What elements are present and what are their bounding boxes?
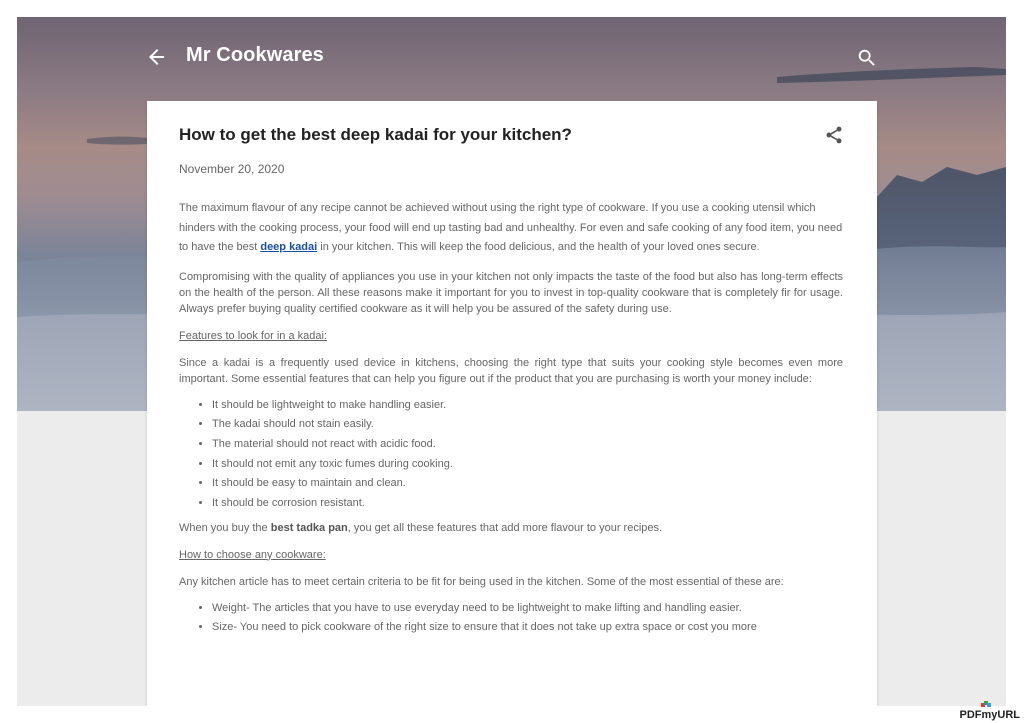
- site-title[interactable]: Mr Cookwares: [186, 44, 324, 66]
- deep-kadai-link[interactable]: deep kadai: [260, 241, 318, 253]
- post-title: How to get the best deep kadai for your kitchen?: [179, 125, 572, 144]
- list-item: • Size- You need to pick cookware of the right size to ensure that it does not take up extra space or cost you more: [212, 620, 843, 636]
- list-item: • It should not emit any toxic fumes during cooking.: [212, 457, 843, 473]
- tadka-text: When you buy the: [179, 521, 271, 534]
- post-card: [147, 101, 877, 706]
- arrow-left-icon: [145, 45, 169, 69]
- share-button[interactable]: [824, 125, 844, 145]
- paragraph-quality: Compromising with the quality of appliances you use in your kitchen not only impacts the taste of the food but also has long-term effects on the health of the person. All these reasons make it important for you to invest in top-quality cookware that is completely fir for usage. Always prefer buying quality certified cookware as it will help you be assured of the safety during use.: [179, 270, 843, 315]
- page-frame: [17, 17, 1006, 706]
- choose-heading: How to choose any cookware:: [179, 548, 326, 561]
- intro-text: The maximum flavour of any recipe cannot be achieved without using the right type of cookware. If you use a cooking utensil which hinders with the cooking process, your food will end up tasting bad and unhealthy. For even and safe cooking of any food item, you need to have the best: [179, 202, 843, 253]
- watermark-text: PDFmyURL: [959, 709, 1020, 721]
- list-item: • It should be easy to maintain and clean.: [212, 476, 843, 492]
- search-button[interactable]: [856, 47, 878, 69]
- post-date: November 20, 2020: [179, 162, 285, 176]
- post-body: [179, 199, 843, 644]
- list-item: • The kadai should not stain easily.: [212, 417, 843, 433]
- tadka-bold-text: best tadka pan: [270, 521, 348, 534]
- share-icon: [824, 125, 844, 145]
- list-item: • It should be corrosion resistant.: [212, 496, 843, 512]
- paragraph-choose-intro: Any kitchen article has to meet certain criteria to be fit for being used in the kitchen. Some of the most essential of these are:: [179, 575, 784, 588]
- back-button[interactable]: [145, 45, 169, 69]
- features-list: [179, 398, 843, 512]
- top-app-bar: [17, 17, 1006, 97]
- list-item: • Weight- The articles that you have to use everyday need to be lightweight to make lifting and handling easier.: [212, 601, 843, 617]
- paragraph-tadka: [179, 520, 843, 536]
- list-item: • The material should not react with acidic food.: [212, 437, 843, 453]
- intro-paragraph: [179, 199, 843, 258]
- logo-mark-icon: [981, 701, 991, 709]
- search-icon: [856, 47, 878, 69]
- paragraph-features-intro: Since a kadai is a frequently used device in kitchens, choosing the right type that suits your cooking style becomes even more important. Some essential features that can help you figure out if the product that you are purchasing is worth your money include:: [179, 356, 843, 385]
- list-item: • It should be lightweight to make handling easier.: [212, 398, 843, 414]
- tadka-text-end: , you get all these features that add more flavour to your recipes.: [347, 521, 663, 534]
- criteria-list: [179, 601, 843, 636]
- pdfmyurl-watermark: [959, 709, 1020, 721]
- features-heading: Features to look for in a kadai:: [179, 329, 327, 342]
- intro-text-end: in your kitchen. This will keep the food delicious, and the health of your loved ones secure.: [317, 241, 760, 253]
